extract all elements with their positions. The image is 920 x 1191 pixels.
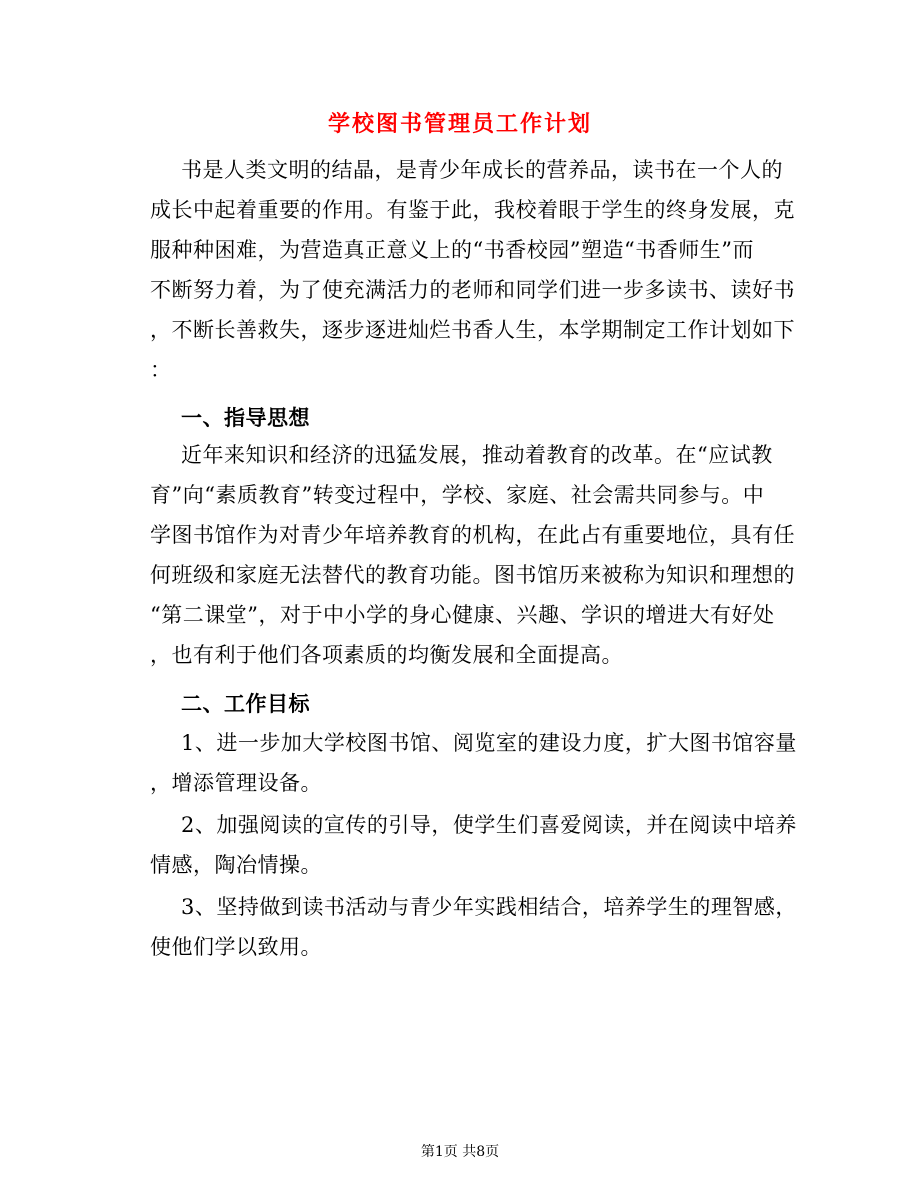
paragraph-line: ，也有利于他们各项素质的均衡发展和全面提高。	[150, 643, 623, 667]
section-heading: 二、工作目标	[181, 691, 310, 716]
paragraph-line: ，不断长善救失，逐步逐进灿烂书香人生，本学期制定工作计划如下	[150, 318, 795, 342]
list-item-line: ，增添管理设备。	[150, 771, 322, 795]
list-item-line: 使他们学以致用。	[150, 935, 322, 959]
list-item-line: 2、加强阅读的宣传的引导，使学生们喜爱阅读，并在阅读中培养	[181, 813, 797, 837]
paragraph-line: 学图书馆作为对青少年培养教育的机构，在此占有重要地位，具有任	[150, 523, 795, 547]
list-item-line: 1、进一步加大学校图书馆、阅览室的建设力度，扩大图书馆容量	[181, 731, 797, 755]
paragraph-line: 何班级和家庭无法替代的教育功能。图书馆历来被称为知识和理想的	[150, 563, 795, 587]
paragraph-line: 近年来知识和经济的迅猛发展，推动着教育的改革。在“应试教	[181, 443, 773, 467]
list-item-line: 3、坚持做到读书活动与青少年实践相结合，培养学生的理智感，	[181, 895, 797, 919]
paragraph-line: ：	[150, 358, 172, 382]
paragraph-line: 不断努力着，为了使充满活力的老师和同学们进一步多读书、读好书	[150, 278, 795, 302]
paragraph-line: 成长中起着重要的作用。有鉴于此，我校着眼于学生的终身发展，克	[150, 198, 795, 222]
paragraph-line: 育”向“素质教育”转变过程中，学校、家庭、社会需共同参与。中	[150, 483, 765, 507]
document-title: 学校图书管理员工作计划	[327, 111, 592, 137]
list-item-line: 情感，陶冶情操。	[150, 853, 322, 877]
paragraph-line: 书是人类文明的结晶，是青少年成长的营养品，读书在一个人的	[181, 158, 783, 182]
section-heading: 一、指导思想	[181, 405, 310, 430]
paragraph-line: 服种种困难，为营造真正意义上的“书香校园”塑造“书香师生”而	[150, 238, 754, 262]
page-number: 第1页 共8页	[420, 1144, 500, 1160]
paragraph-line: “第二课堂”，对于中小学的身心健康、兴趣、学识的增进大有好处	[150, 603, 775, 627]
